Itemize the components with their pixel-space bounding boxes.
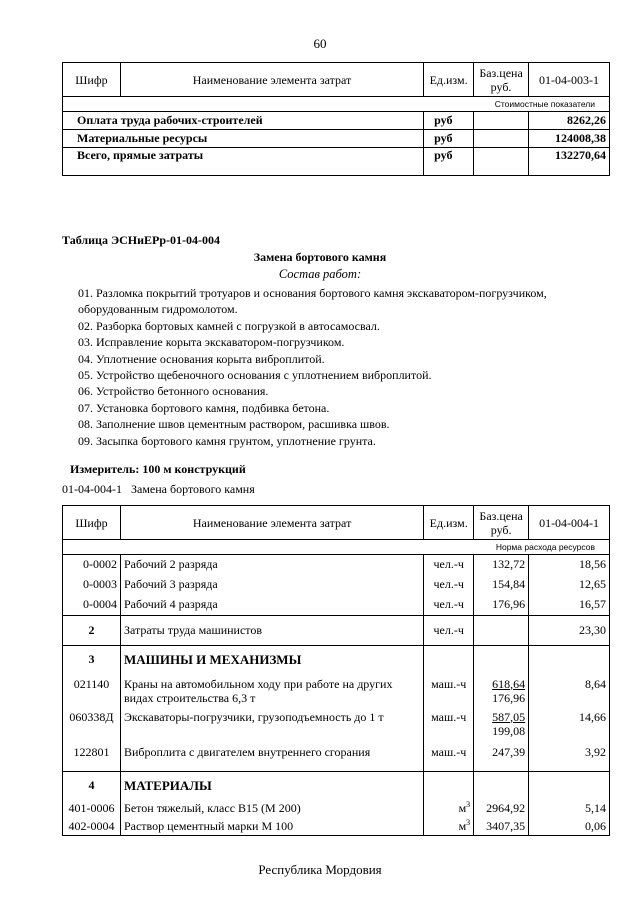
cost-row-value: 132270,64 xyxy=(529,148,610,176)
row-code: 402-0004 xyxy=(63,818,121,836)
header-base-price: Баз.цена руб. xyxy=(474,506,529,540)
row-unit: маш.-ч xyxy=(424,708,474,742)
row-value: 0,06 xyxy=(529,818,610,836)
row-code: 401-0006 xyxy=(63,800,121,818)
row-name: Виброплита с двигателем внутреннего сгорания xyxy=(120,742,423,772)
cost-row-empty xyxy=(474,148,529,176)
header-item-code: 01-04-004-1 xyxy=(529,506,610,540)
cost-row-name: Материальные ресурсы xyxy=(63,130,424,148)
row-code: 0-0002 xyxy=(63,555,121,575)
subheader: Норма расхода ресурсов xyxy=(63,540,610,555)
operation-item: 06. Устройство бетонного основания. xyxy=(78,384,269,399)
cost-row-name: Всего, прямые затраты xyxy=(63,148,424,176)
operation-item: 01. Разломка покрытий тротуаров и основания бортового камня экскаватором-погрузчиком, оборудованным гидромолотом. xyxy=(78,286,547,317)
header-unit: Ед.изм. xyxy=(424,63,474,97)
row-price xyxy=(474,708,529,742)
cost-row-name: Оплата труда рабочих-строителей xyxy=(63,112,424,130)
cost-row-value: 124008,38 xyxy=(529,130,610,148)
empty-cell xyxy=(424,772,474,800)
operation-item: 08. Заполнение швов цементным раствором, расшивка швов. xyxy=(78,417,390,432)
row-code: 0-0004 xyxy=(63,594,121,616)
row-unit: чел.-ч xyxy=(424,616,474,646)
row-name: Раствор цементный марки М 100 xyxy=(120,818,423,836)
row-price: 154,84 xyxy=(474,575,529,594)
row-price: 2964,92 xyxy=(474,800,529,818)
row-value: 18,56 xyxy=(529,555,610,575)
row-price: 247,39 xyxy=(474,742,529,772)
operation-item: 04. Уплотнение основания корыта виброплитой. xyxy=(78,351,325,366)
cost-table xyxy=(62,62,610,176)
empty-cell xyxy=(474,646,529,674)
unit-text: м xyxy=(458,818,467,833)
row-price: 176,96 xyxy=(474,594,529,616)
operation-item: 09. Засыпка бортового камня грунтом, уплотнение грунта. xyxy=(78,433,376,448)
row-value: 3,92 xyxy=(529,742,610,772)
cost-row-unit: руб xyxy=(424,148,474,176)
row-unit xyxy=(424,800,474,818)
row-unit xyxy=(424,818,474,836)
header-name: Наименование элемента затрат xyxy=(120,63,423,97)
row-price xyxy=(474,674,529,708)
row-name: Рабочий 2 разряда xyxy=(120,555,423,575)
subheader: Стоимостные показатели xyxy=(63,97,610,112)
row-code: 0-0003 xyxy=(63,575,121,594)
header-unit: Ед.изм. xyxy=(424,506,474,540)
row-unit: чел.-ч xyxy=(424,594,474,616)
header-base-price: Баз.цена руб. xyxy=(474,63,529,97)
row-value: 23,30 xyxy=(529,616,610,646)
row-value: 12,65 xyxy=(529,575,610,594)
section-name: МАТЕРИАЛЫ xyxy=(120,772,423,800)
row-unit: маш.-ч xyxy=(424,742,474,772)
row-code: 060338Д xyxy=(63,708,121,742)
footer: Республика Мордовия xyxy=(258,862,382,877)
work-subtitle: Состав работ: xyxy=(278,267,362,281)
cost-row-empty xyxy=(474,130,529,148)
section-code: 3 xyxy=(63,646,121,674)
operation-item: 03. Исправление корыта экскаватором-погрузчиком. xyxy=(78,335,345,350)
row-value: 8,64 xyxy=(529,674,610,708)
empty-cell xyxy=(529,646,610,674)
header-name: Наименование элемента затрат xyxy=(120,506,423,540)
operation-item: 05. Устройство щебеночного основания с уплотнением виброплитой. xyxy=(78,368,432,383)
row-value: 16,57 xyxy=(529,594,610,616)
unit-text: м xyxy=(458,801,467,815)
measure: Измеритель: 100 м конструкций xyxy=(70,462,246,476)
page-number: 60 xyxy=(313,36,327,51)
row-unit: чел.-ч xyxy=(424,555,474,575)
price-secondary: 199,08 xyxy=(492,723,526,738)
empty-cell xyxy=(474,772,529,800)
work-title: Замена бортового камня xyxy=(253,250,387,264)
row-unit: чел.-ч xyxy=(424,575,474,594)
row-code: 122801 xyxy=(63,742,121,772)
row-name: Краны на автомобильном ходу при работе на других видах строительства 6,3 т xyxy=(120,674,423,708)
resources-table xyxy=(62,505,610,836)
section-code: 2 xyxy=(63,616,121,646)
empty-cell xyxy=(529,772,610,800)
price-secondary: 176,96 xyxy=(492,690,526,705)
row-price: 3407,35 xyxy=(474,818,529,836)
cost-row-unit: руб xyxy=(424,130,474,148)
unit-sup: 3 xyxy=(466,800,471,809)
unit-sup: 3 xyxy=(466,817,471,827)
row-name: Рабочий 3 разряда xyxy=(120,575,423,594)
price-primary: 587,05 xyxy=(492,709,526,724)
operation-item: 07. Установка бортового камня, подбивка бетона. xyxy=(78,400,330,415)
section-name: МАШИНЫ И МЕХАНИЗМЫ xyxy=(120,646,423,674)
operations-list xyxy=(78,285,608,449)
row-code: 021140 xyxy=(63,674,121,708)
header-code: Шифр xyxy=(63,63,121,97)
row-unit: маш.-ч xyxy=(424,674,474,708)
table-title: Таблица ЭСНиЕРр-01-04-004 xyxy=(62,233,221,247)
cost-row-empty xyxy=(474,112,529,130)
section-name: Затраты труда машинистов xyxy=(120,616,423,646)
row-price-empty xyxy=(474,616,529,646)
row-value: 14,66 xyxy=(529,708,610,742)
row-name: Экскаваторы-погрузчики, грузоподъемность до 1 т xyxy=(120,708,423,742)
header-item-code: 01-04-003-1 xyxy=(529,63,610,97)
price-primary: 618,64 xyxy=(492,676,526,691)
code-line: 01-04-004-1 Замена бортового камня xyxy=(62,482,255,496)
row-price: 132,72 xyxy=(474,555,529,575)
row-name: Бетон тяжелый, класс В15 (М 200) xyxy=(120,800,423,818)
cost-row-unit: руб xyxy=(424,112,474,130)
row-name: Рабочий 4 разряда xyxy=(120,594,423,616)
empty-cell xyxy=(424,646,474,674)
operation-item: 02. Разборка бортовых камней с погрузкой в автосамосвал. xyxy=(78,318,380,333)
header-code: Шифр xyxy=(63,506,121,540)
cost-row-value: 8262,26 xyxy=(529,112,610,130)
row-value: 5,14 xyxy=(529,800,610,818)
section-code: 4 xyxy=(63,772,121,800)
